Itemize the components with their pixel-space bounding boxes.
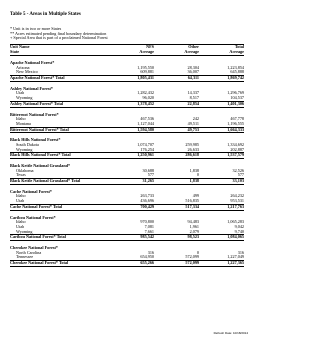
total-other-cell: 49,753 bbox=[187, 126, 199, 132]
total-label: Ashley National Forest* Total bbox=[10, 100, 64, 106]
header-total-sub: Acreage bbox=[229, 48, 244, 54]
total-row bbox=[10, 101, 244, 108]
header-nfs-sub: Acreage bbox=[139, 48, 154, 54]
state-cell: Wyoming bbox=[16, 95, 33, 101]
nfs-acreage-cell: 970,800 bbox=[140, 219, 154, 225]
other-acreage-cell: 2,079 bbox=[189, 228, 199, 234]
total-nfs-cell: 1,378,452 bbox=[137, 100, 154, 106]
total-acreage-cell: 1,227,049 bbox=[227, 254, 244, 260]
state-cell: Wyoming bbox=[16, 146, 33, 152]
total-row bbox=[10, 234, 244, 241]
state-cell: Texas bbox=[16, 172, 26, 178]
nfs-acreage-cell: 7,081 bbox=[144, 223, 154, 229]
nfs-acreage-cell: 1,282,432 bbox=[137, 90, 154, 96]
total-nfs-cell: 655,266 bbox=[140, 260, 154, 265]
state-cell: Montana bbox=[16, 120, 31, 126]
total-total-cell: 1,537,579 bbox=[227, 152, 244, 158]
total-acreage-cell: 9,740 bbox=[234, 228, 244, 234]
nfs-acreage-cell: 1,195,550 bbox=[137, 64, 154, 70]
total-acreage-cell: 316 bbox=[237, 249, 244, 255]
nfs-acreage-cell: 609,881 bbox=[140, 69, 154, 75]
note-1: * Unit is in two or more States bbox=[10, 26, 62, 31]
total-acreage-cell: 645,888 bbox=[230, 69, 244, 75]
section-heading: Black Hills National Forest* bbox=[10, 137, 61, 143]
state-cell: Utah bbox=[16, 90, 25, 96]
other-acreage-cell: 28,304 bbox=[187, 64, 199, 70]
total-acreage-cell: 1,196,555 bbox=[227, 120, 244, 126]
other-acreage-cell: 516,835 bbox=[185, 198, 199, 204]
other-acreage-cell: 499 bbox=[192, 193, 199, 199]
total-other-cell: 572,099 bbox=[185, 260, 199, 265]
state-cell: Tennessee bbox=[16, 254, 34, 260]
state-cell: Oklahoma bbox=[16, 167, 34, 173]
total-nfs-cell: 1,594,580 bbox=[137, 126, 154, 132]
nfs-acreage-cell: 436,696 bbox=[140, 198, 154, 204]
total-acreage-cell: 1,334,692 bbox=[227, 141, 244, 147]
total-nfs-cell: 700,429 bbox=[140, 203, 154, 209]
total-total-cell: 1,664,333 bbox=[227, 126, 244, 132]
total-total-cell: 33,103 bbox=[232, 178, 244, 184]
total-other-cell: 22,854 bbox=[187, 100, 199, 106]
section-heading: Cherokee National Forest* bbox=[10, 244, 58, 250]
nfs-acreage-cell: 577 bbox=[147, 172, 154, 178]
section-heading: Caribou National Forest* bbox=[10, 214, 56, 220]
nfs-acreage-cell: 7,661 bbox=[144, 228, 154, 234]
state-cell: Idaho bbox=[16, 116, 26, 122]
nfs-acreage-cell: 1,127,044 bbox=[137, 120, 154, 126]
total-row bbox=[10, 260, 244, 267]
total-acreage-cell: 104,537 bbox=[230, 95, 244, 101]
total-label: Cache National Forest* Total bbox=[10, 203, 63, 209]
total-acreage-cell: 32,526 bbox=[232, 167, 244, 173]
header-other: Other bbox=[188, 44, 199, 49]
nfs-acreage-cell: 467,536 bbox=[140, 116, 154, 122]
other-acreage-cell: 49,511 bbox=[187, 120, 199, 126]
total-other-cell: 1,838 bbox=[189, 178, 199, 184]
total-label: Cherokee National Forest* Total bbox=[10, 260, 69, 265]
total-row bbox=[10, 152, 244, 159]
total-acreage-cell: 1,296,769 bbox=[227, 90, 244, 96]
total-other-cell: 517,334 bbox=[185, 203, 199, 209]
nfs-acreage-cell: 30,688 bbox=[142, 167, 154, 173]
note-3: + Special Area that is part of a proclaimed National Forest bbox=[10, 35, 108, 41]
other-acreage-cell: 26,633 bbox=[187, 146, 199, 152]
section-heading: Bitterroot National Forest* bbox=[10, 111, 59, 117]
total-acreage-cell: 9,042 bbox=[234, 223, 244, 229]
total-total-cell: 1,869,742 bbox=[227, 75, 244, 81]
nfs-acreage-cell: 176,254 bbox=[140, 146, 154, 152]
state-cell: Utah bbox=[16, 198, 25, 204]
total-other-cell: 64,311 bbox=[187, 75, 199, 81]
state-cell: Arizona bbox=[16, 64, 30, 70]
total-acreage-cell: 264,232 bbox=[230, 193, 244, 199]
total-label: Apache National Forest* Total bbox=[10, 75, 65, 81]
state-cell: New Mexico bbox=[16, 69, 38, 75]
other-acreage-cell: 14,337 bbox=[187, 90, 199, 96]
state-cell: South Dakota bbox=[16, 141, 39, 147]
total-acreage-cell: 1,065,283 bbox=[227, 219, 244, 225]
other-acreage-cell: 36,007 bbox=[187, 69, 199, 75]
total-label: Black Kettle National Grassland* Total bbox=[10, 178, 81, 184]
nfs-acreage-cell: 1,074,707 bbox=[137, 141, 154, 147]
other-acreage-cell: 0 bbox=[196, 172, 199, 178]
total-nfs-cell: 1,250,961 bbox=[137, 152, 154, 158]
other-acreage-cell: 1,961 bbox=[189, 223, 199, 229]
other-acreage-cell: 1,838 bbox=[189, 167, 199, 173]
total-label: Black Hills National Forest* Total bbox=[10, 152, 71, 158]
state-cell: North Carolina bbox=[16, 249, 42, 255]
total-total-cell: 1,401,306 bbox=[227, 100, 244, 106]
section-heading: Black Kettle National Grassland* bbox=[10, 163, 71, 168]
total-acreage-cell: 953,531 bbox=[230, 198, 244, 204]
total-nfs-cell: 985,542 bbox=[140, 234, 154, 240]
nfs-acreage-cell: 263,733 bbox=[140, 193, 154, 199]
other-acreage-cell: 259,985 bbox=[185, 141, 199, 147]
state-cell: Idaho bbox=[16, 193, 26, 199]
total-label: Caribou National Forest* Total bbox=[10, 234, 66, 240]
total-acreage-cell: 1,223,854 bbox=[227, 64, 244, 70]
header-state: State bbox=[10, 48, 20, 54]
nfs-acreage-cell: 316 bbox=[147, 249, 154, 255]
total-nfs-cell: 31,265 bbox=[142, 178, 154, 184]
table-body bbox=[10, 56, 244, 267]
section-heading: Apache National Forest* bbox=[10, 60, 55, 65]
notes bbox=[10, 27, 108, 41]
nfs-acreage-cell: 654,950 bbox=[140, 254, 154, 260]
refresh-date: Refresh Date: 10/18/2014 bbox=[213, 331, 248, 335]
header-unit-name: Unit Name bbox=[10, 44, 30, 49]
total-acreage-cell: 202,887 bbox=[230, 146, 244, 152]
note-2: ** Acres estimated pending final boundary determination bbox=[10, 30, 107, 36]
total-nfs-cell: 1,805,431 bbox=[137, 75, 154, 81]
nfs-acreage-cell: 96,020 bbox=[142, 95, 154, 101]
other-acreage-cell: 572,099 bbox=[185, 254, 199, 260]
other-acreage-cell: 8,517 bbox=[189, 95, 199, 101]
state-cell: Idaho bbox=[16, 219, 26, 225]
section-heading: Ashley National Forest* bbox=[10, 85, 53, 91]
section-heading: Cache National Forest* bbox=[10, 188, 53, 194]
areas-table bbox=[10, 44, 244, 267]
header-nfs: NFS bbox=[146, 44, 154, 49]
state-cell: Utah bbox=[16, 223, 25, 229]
total-row bbox=[10, 204, 244, 211]
total-total-cell: 1,227,365 bbox=[227, 260, 244, 265]
total-acreage-cell: 467,778 bbox=[230, 116, 244, 122]
total-total-cell: 1,084,065 bbox=[227, 234, 244, 240]
total-row bbox=[10, 75, 244, 82]
state-cell: Wyoming bbox=[16, 228, 33, 234]
total-row bbox=[10, 127, 244, 134]
header-total: Total bbox=[234, 44, 244, 49]
header-other-sub: Acreage bbox=[184, 48, 199, 54]
other-acreage-cell: 0 bbox=[196, 249, 199, 255]
other-acreage-cell: 242 bbox=[192, 116, 199, 122]
other-acreage-cell: 94,483 bbox=[187, 219, 199, 225]
total-acreage-cell: 577 bbox=[237, 172, 244, 178]
total-other-cell: 98,523 bbox=[187, 234, 199, 240]
total-total-cell: 1,217,763 bbox=[227, 203, 244, 209]
total-row bbox=[10, 178, 244, 185]
page-title: Table 5 - Areas in Multiple States bbox=[10, 12, 81, 17]
total-other-cell: 286,618 bbox=[185, 152, 199, 158]
total-label: Bitterroot National Forest* Total bbox=[10, 126, 69, 132]
table-header bbox=[10, 44, 244, 56]
